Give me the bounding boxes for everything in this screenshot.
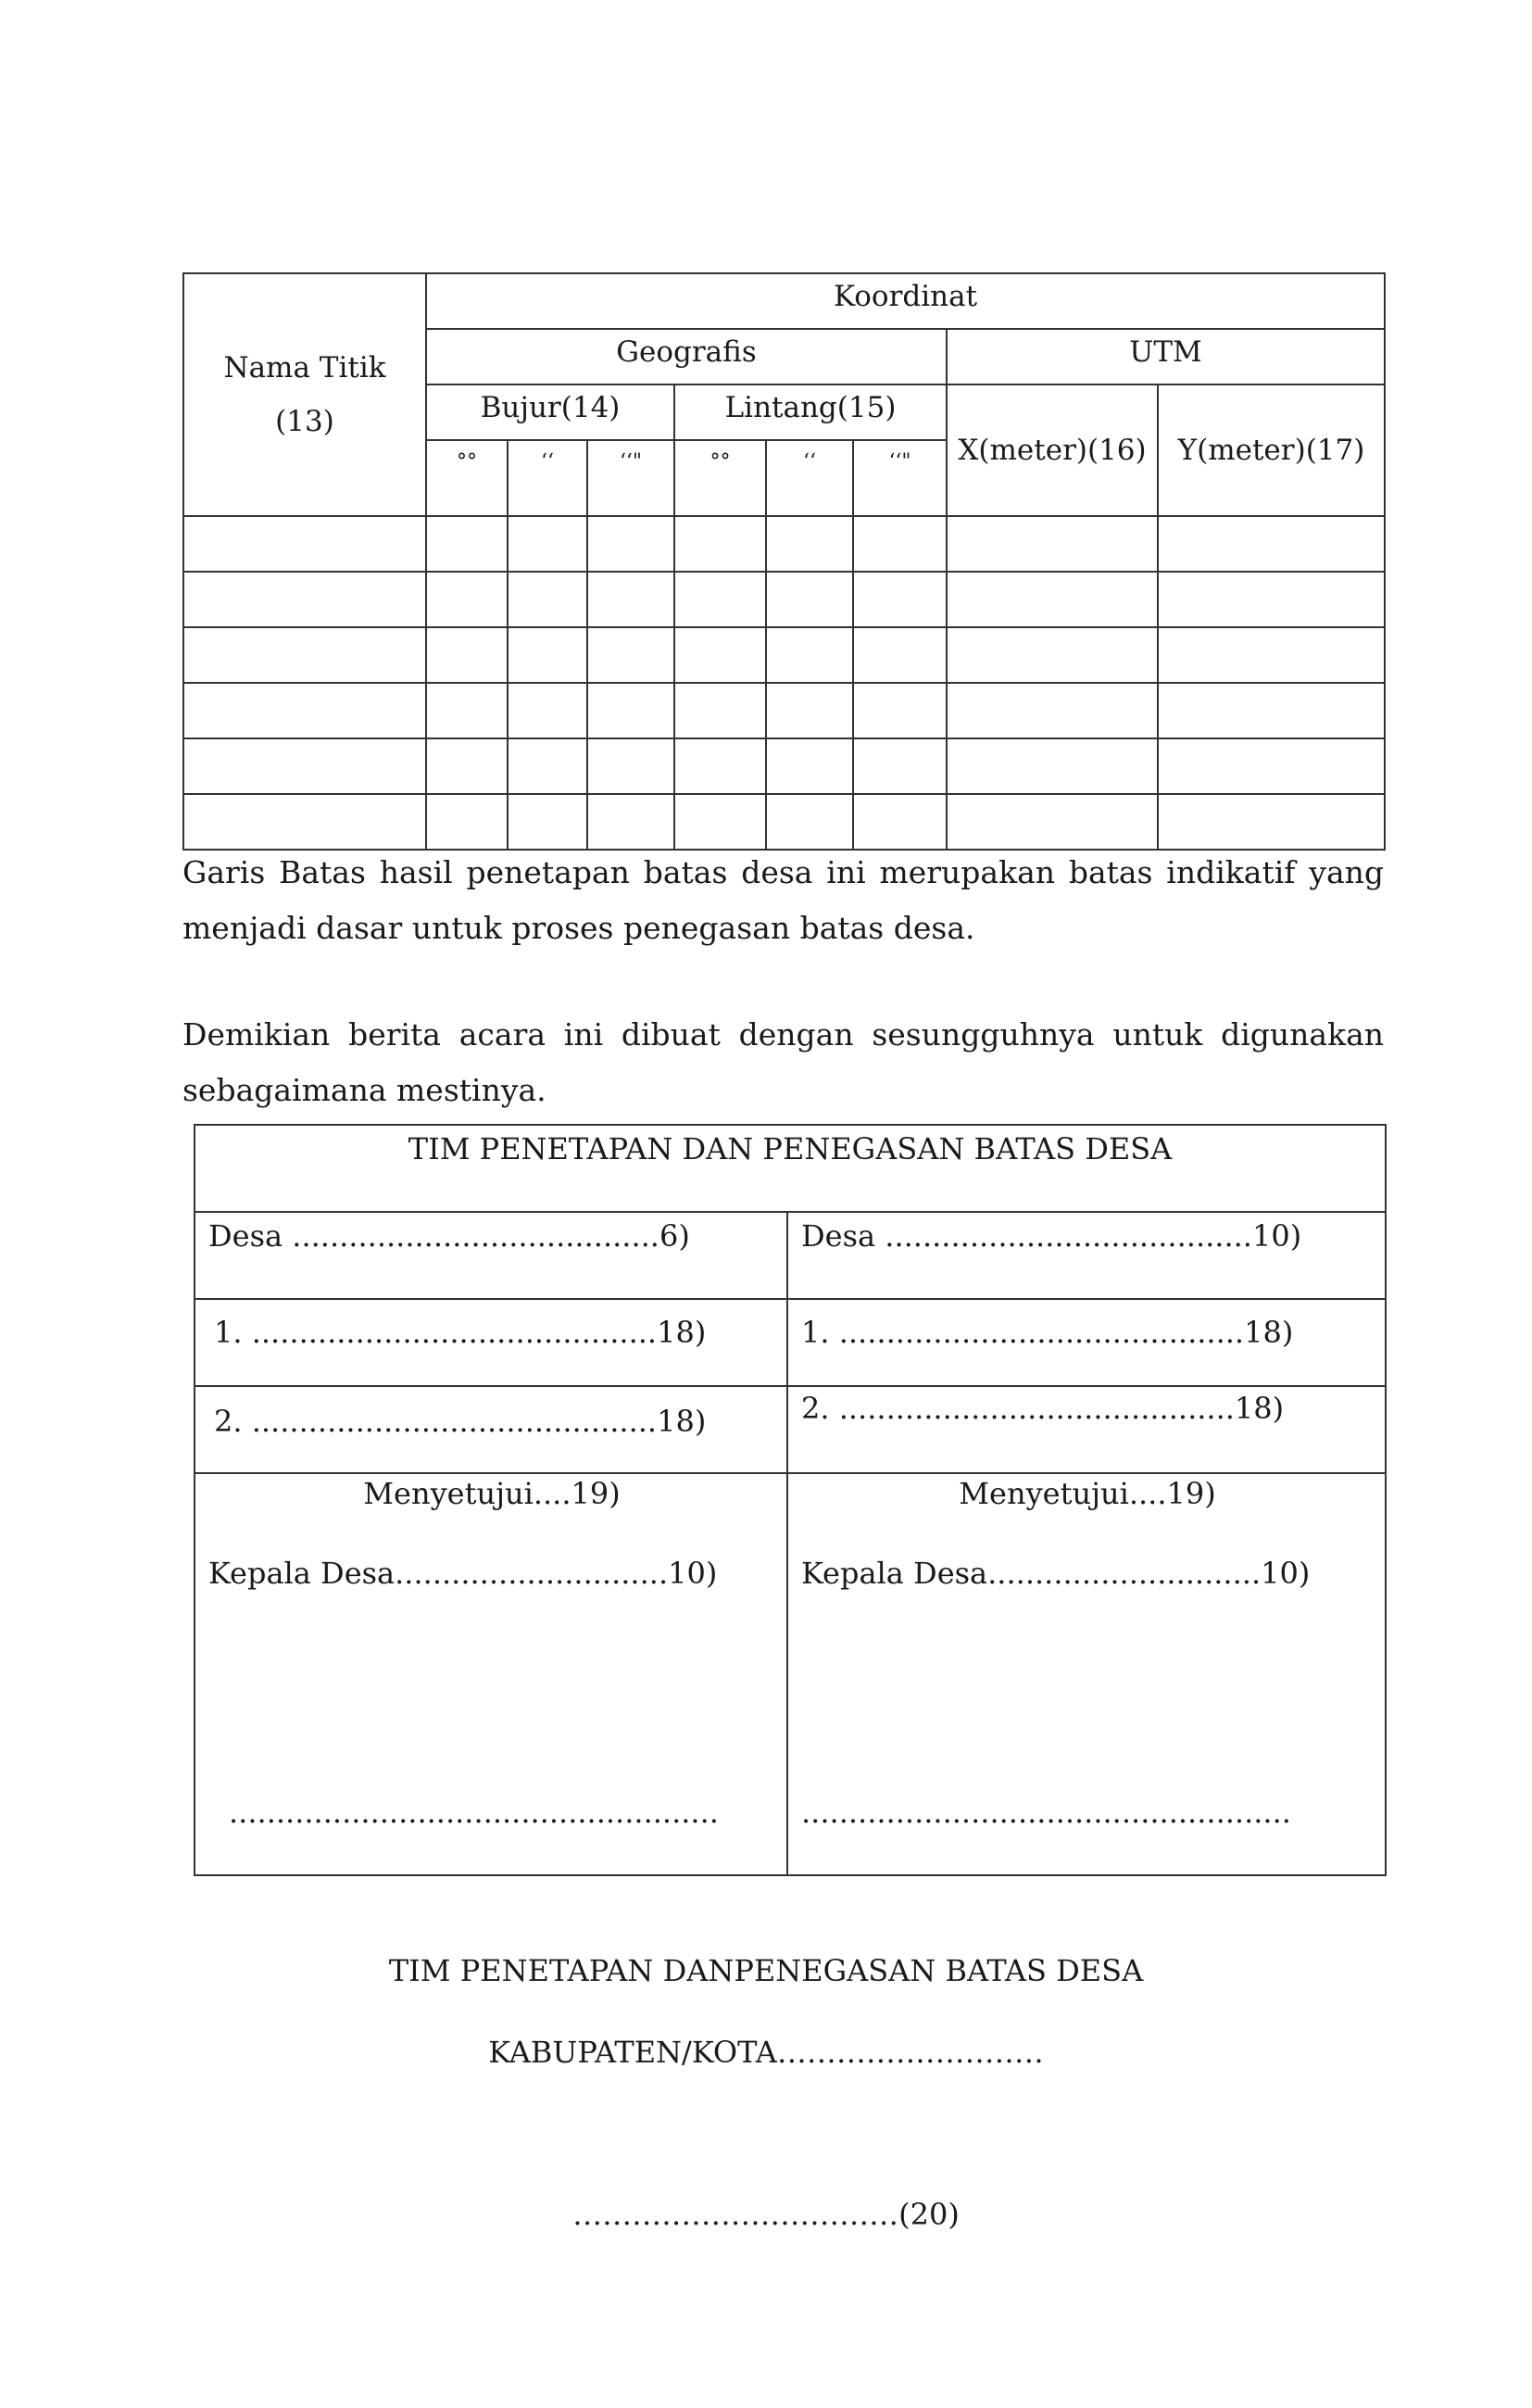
coordinate-cell xyxy=(947,738,1158,794)
bujur-minute-unit: ‘‘ xyxy=(508,440,587,516)
coordinate-cell xyxy=(1158,794,1385,850)
coordinate-cell xyxy=(508,572,587,627)
coordinate-cell xyxy=(766,738,853,794)
coordinate-cell xyxy=(853,627,947,683)
coordinate-cell xyxy=(426,794,508,850)
approval-right-cell xyxy=(787,1473,1386,1875)
coordinate-empty-rows xyxy=(183,516,1385,850)
coordinate-cell xyxy=(508,627,587,683)
geografis-header: Geografis xyxy=(426,329,947,385)
coordinate-cell xyxy=(183,738,426,794)
footer-team-title: TIM PENETAPAN DANPENEGASAN BATAS DESA xyxy=(388,1953,1144,1988)
coordinate-cell xyxy=(183,516,426,572)
coordinate-cell xyxy=(426,738,508,794)
coordinate-cell xyxy=(853,516,947,572)
member1-left-cell xyxy=(195,1299,787,1386)
footer-signature: ……………………………(20) xyxy=(572,2197,960,2232)
member2-right: 2. ..........................................18) xyxy=(801,1391,1285,1426)
coordinate-cell xyxy=(766,683,853,738)
coordinate-cell xyxy=(508,516,587,572)
desa-right: Desa .......................................10) xyxy=(801,1218,1302,1254)
coordinate-row xyxy=(183,738,1385,794)
coordinate-cell xyxy=(853,738,947,794)
coordinate-cell xyxy=(508,794,587,850)
kepala-desa-right: Kepala Desa.............................10) xyxy=(801,1556,1311,1591)
approval-left-cell xyxy=(195,1473,787,1875)
coordinate-row xyxy=(183,627,1385,683)
coordinate-cell xyxy=(183,572,426,627)
coordinate-cell xyxy=(947,572,1158,627)
desa-right-cell xyxy=(787,1212,1386,1299)
menyetujui-right: Menyetujui....19) xyxy=(959,1476,1216,1511)
coordinate-cell xyxy=(426,516,508,572)
coordinate-cell xyxy=(1158,738,1385,794)
coordinate-cell xyxy=(947,627,1158,683)
signature-line-left: .................................................... xyxy=(229,1795,719,1830)
coordinate-cell xyxy=(426,627,508,683)
coordinate-cell xyxy=(1158,627,1385,683)
coordinate-row xyxy=(183,794,1385,850)
lintang-second-unit: ‘‘" xyxy=(853,440,947,516)
coordinate-cell xyxy=(947,794,1158,850)
coordinate-cell xyxy=(674,572,766,627)
member1-right: 1. ...........................................18) xyxy=(801,1315,1294,1350)
coordinate-cell xyxy=(674,627,766,683)
utm-header: UTM xyxy=(947,329,1385,385)
menyetujui-left: Menyetujui....19) xyxy=(363,1476,621,1511)
coordinate-cell xyxy=(947,683,1158,738)
coordinate-cell xyxy=(183,683,426,738)
team-signature-table xyxy=(194,1124,1387,1876)
bujur-header: Bujur(14) xyxy=(426,385,674,440)
coordinate-cell xyxy=(587,516,674,572)
nama-titik-label: Nama Titik xyxy=(223,351,386,385)
nama-titik-header xyxy=(183,273,426,516)
coordinate-row xyxy=(183,683,1385,738)
x-meter-header: X(meter)(16) xyxy=(947,385,1158,516)
lintang-degree-unit: °° xyxy=(674,440,766,516)
coordinate-cell xyxy=(587,572,674,627)
coordinate-cell xyxy=(674,683,766,738)
coordinate-cell xyxy=(766,572,853,627)
member2-left-cell xyxy=(195,1386,787,1473)
coordinate-cell xyxy=(766,794,853,850)
footer-kabupaten: KABUPATEN/KOTA……………………… xyxy=(488,2035,1044,2070)
coordinate-row xyxy=(183,516,1385,572)
coordinate-cell xyxy=(766,627,853,683)
bujur-second-unit: ‘‘" xyxy=(587,440,674,516)
member2-right-cell xyxy=(787,1386,1386,1473)
coordinate-cell xyxy=(674,516,766,572)
coordinate-cell xyxy=(674,794,766,850)
coordinate-cell xyxy=(508,738,587,794)
coordinate-cell xyxy=(1158,516,1385,572)
y-meter-header: Y(meter)(17) xyxy=(1158,385,1385,516)
paragraph-demikian: Demikian berita acara ini dibuat dengan sesungguhnya untuk digunakan sebagaimana mestinya. xyxy=(182,1016,1384,1108)
coordinate-cell xyxy=(426,683,508,738)
coordinate-cell xyxy=(1158,572,1385,627)
lintang-minute-unit: ‘‘ xyxy=(766,440,853,516)
coordinate-cell xyxy=(674,738,766,794)
coordinate-cell xyxy=(183,627,426,683)
signature-line-right: .................................................... xyxy=(801,1795,1291,1830)
coordinate-cell xyxy=(853,683,947,738)
koordinat-header: Koordinat xyxy=(426,273,1385,329)
coordinate-cell xyxy=(947,516,1158,572)
coordinate-cell xyxy=(766,516,853,572)
coordinate-cell xyxy=(853,794,947,850)
team-title-text: TIM PENETAPAN DAN PENEGASAN BATAS DESA xyxy=(408,1131,1173,1166)
paragraph-garis-batas: Garis Batas hasil penetapan batas desa ini merupakan batas indikatif yang menjadi dasar untuk proses penegasan batas desa. xyxy=(182,854,1384,946)
coordinate-cell xyxy=(587,683,674,738)
coordinate-row xyxy=(183,572,1385,627)
coordinate-cell xyxy=(587,627,674,683)
desa-left-cell xyxy=(195,1212,787,1299)
lintang-header: Lintang(15) xyxy=(674,385,947,440)
nama-titik-number: (13) xyxy=(275,405,334,438)
kepala-desa-left: Kepala Desa.............................10) xyxy=(208,1556,718,1591)
bujur-degree-unit: °° xyxy=(426,440,508,516)
coordinate-cell xyxy=(426,572,508,627)
coordinate-cell xyxy=(587,794,674,850)
coordinate-table xyxy=(182,272,1386,851)
member1-right-cell xyxy=(787,1299,1386,1386)
desa-left: Desa .......................................6) xyxy=(208,1218,690,1254)
team-title xyxy=(195,1125,1386,1212)
coordinate-cell xyxy=(508,683,587,738)
member2-left: 2. ...........................................18) xyxy=(214,1404,707,1439)
coordinate-cell xyxy=(1158,683,1385,738)
member1-left: 1. ...........................................18) xyxy=(214,1315,707,1350)
coordinate-cell xyxy=(853,572,947,627)
coordinate-cell xyxy=(183,794,426,850)
coordinate-cell xyxy=(587,738,674,794)
